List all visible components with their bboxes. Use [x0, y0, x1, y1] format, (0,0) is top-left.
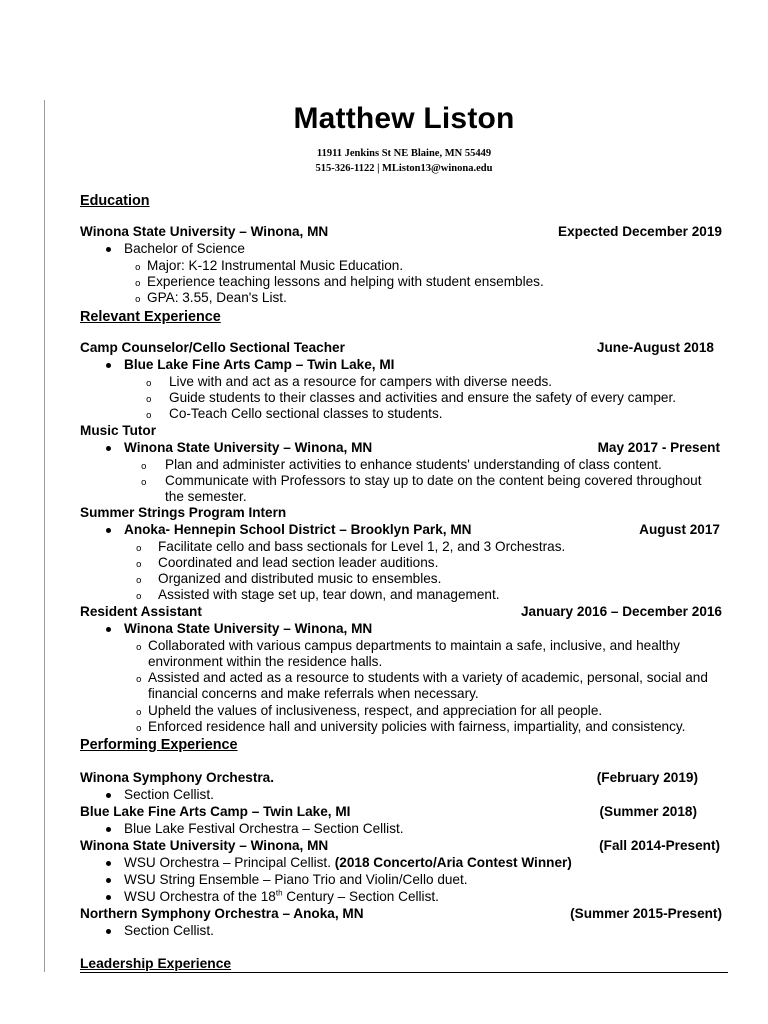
job-date: May 2017 - Present — [597, 440, 720, 455]
bullet — [106, 895, 111, 900]
job-title: Summer Strings Program Intern — [80, 505, 287, 520]
job-item: Enforced residence hall and university policies with fairness, impartiality, and consistency. — [148, 719, 686, 734]
superscript: th — [275, 888, 283, 898]
job-item: Coordinated and lead section leader auditions. — [158, 555, 439, 570]
bullet — [106, 878, 111, 883]
perf-item: Section Cellist. — [124, 787, 214, 802]
education-heading: Education — [80, 193, 150, 209]
perf-date: (February 2019) — [596, 770, 698, 785]
edu-detail: Major: K-12 Instrumental Music Education. — [147, 258, 404, 273]
edu-detail: Experience teaching lessons and helping with student ensembles. — [147, 274, 544, 289]
sub-bullet: o — [136, 544, 142, 554]
sub-bullet: o — [136, 724, 142, 734]
job-item: Co-Teach Cello sectional classes to students. — [169, 406, 443, 421]
bullet — [106, 793, 111, 798]
job-item: Live with and act as a resource for campers with diverse needs. — [169, 374, 553, 389]
perf-date: (Summer 2018) — [599, 804, 697, 819]
perf-date: (Fall 2014-Present) — [599, 838, 720, 853]
job-title: Music Tutor — [80, 423, 157, 438]
sub-bullet: o — [136, 643, 142, 653]
perf-item-text: WSU Orchestra – Principal Cellist. — [124, 855, 331, 870]
job-org: Winona State University – Winona, MN — [124, 621, 373, 636]
bullet — [106, 827, 111, 832]
job-item: Assisted with stage set up, tear down, and management. — [158, 587, 500, 602]
perf-item: WSU String Ensemble – Piano Trio and Violin/Cello duet. — [124, 872, 468, 887]
edu-detail: GPA: 3.55, Dean's List. — [147, 290, 287, 305]
sub-bullet: o — [136, 576, 142, 586]
bullet — [106, 363, 111, 368]
address: 11911 Jenkins St NE Blaine, MN 55449 — [316, 148, 492, 159]
job-item-continued: the semester. — [165, 489, 247, 504]
sub-bullet: o — [135, 263, 141, 273]
job-org: Anoka- Hennepin School District – Brooklyn Park, MN — [124, 522, 472, 537]
job-org: Blue Lake Fine Arts Camp – Twin Lake, MI — [124, 357, 395, 372]
candidate-name: Matthew Liston — [293, 102, 515, 135]
contact-info: 515-326-1122 | MListon13@winona.edu — [315, 163, 493, 174]
job-item: Guide students to their classes and activities and ensure the safety of every camper. — [169, 390, 677, 405]
sub-bullet: o — [135, 279, 141, 289]
edu-date: Expected December 2019 — [558, 224, 722, 239]
sub-bullet: o — [146, 395, 152, 405]
bullet — [106, 247, 111, 252]
perf-date: (Summer 2015-Present) — [570, 906, 722, 921]
job-item: Assisted and acted as a resource to students with a variety of academic, personal, social and — [148, 670, 708, 685]
perf-org: Winona Symphony Orchestra. — [80, 770, 275, 785]
job-item: Collaborated with various campus departments to maintain a safe, inclusive, and healthy — [148, 638, 680, 653]
sub-bullet: o — [136, 708, 142, 718]
sub-bullet: o — [136, 675, 142, 685]
sub-bullet: o — [135, 295, 141, 305]
leadership-heading: Leadership Experience — [80, 956, 232, 971]
edu-school: Winona State University – Winona, MN — [80, 224, 329, 239]
job-date: January 2016 – December 2016 — [520, 604, 722, 619]
job-date: August 2017 — [639, 522, 720, 537]
bullet — [106, 861, 111, 866]
job-title: Camp Counselor/Cello Sectional Teacher — [80, 340, 345, 355]
perf-org: Winona State University – Winona, MN — [80, 838, 329, 853]
perf-item: Blue Lake Festival Orchestra – Section Cellist. — [124, 821, 404, 836]
perf-item — [124, 855, 572, 871]
job-item: Facilitate cello and bass sectionals for Level 1, 2, and 3 Orchestras. — [158, 539, 566, 554]
bottom-rule — [80, 972, 728, 973]
perf-org: Blue Lake Fine Arts Camp – Twin Lake, MI — [80, 804, 351, 819]
job-title: Resident Assistant — [80, 604, 202, 619]
bullet — [106, 929, 111, 934]
perf-item-text: WSU Orchestra of the 18 — [124, 889, 276, 904]
job-item: Upheld the values of inclusiveness, respect, and appreciation for all people. — [148, 703, 603, 718]
job-item: Organized and distributed music to ensembles. — [158, 571, 442, 586]
perf-org: Northern Symphony Orchestra – Anoka, MN — [80, 906, 364, 921]
contest-winner-note: (2018 Concerto/Aria Contest Winner) — [334, 855, 572, 870]
sub-bullet: o — [141, 478, 147, 488]
relevant-heading: Relevant Experience — [80, 309, 221, 325]
sub-bullet: o — [146, 411, 152, 421]
edu-degree: Bachelor of Science — [124, 241, 245, 256]
sub-bullet: o — [136, 560, 142, 570]
job-org: Winona State University – Winona, MN — [124, 440, 373, 455]
job-item: Communicate with Professors to stay up to date on the content being covered throughout — [165, 473, 702, 488]
bullet — [106, 528, 111, 533]
job-item-continued: financial concerns and make referrals when necessary. — [148, 686, 479, 701]
job-date: June-August 2018 — [596, 340, 714, 355]
bullet — [106, 627, 111, 632]
job-item: Plan and administer activities to enhance students' understanding of class content. — [165, 457, 662, 472]
perf-item-text: Century – Section Cellist. — [282, 889, 439, 904]
perf-item: Section Cellist. — [124, 923, 214, 938]
bullet — [106, 446, 111, 451]
sub-bullet: o — [136, 592, 142, 602]
perf-item — [124, 889, 439, 905]
performing-heading: Performing Experience — [80, 737, 238, 753]
left-margin-rule — [44, 100, 45, 972]
sub-bullet: o — [141, 462, 147, 472]
sub-bullet: o — [146, 379, 152, 389]
job-item-continued: environment within the residence halls. — [148, 654, 383, 669]
